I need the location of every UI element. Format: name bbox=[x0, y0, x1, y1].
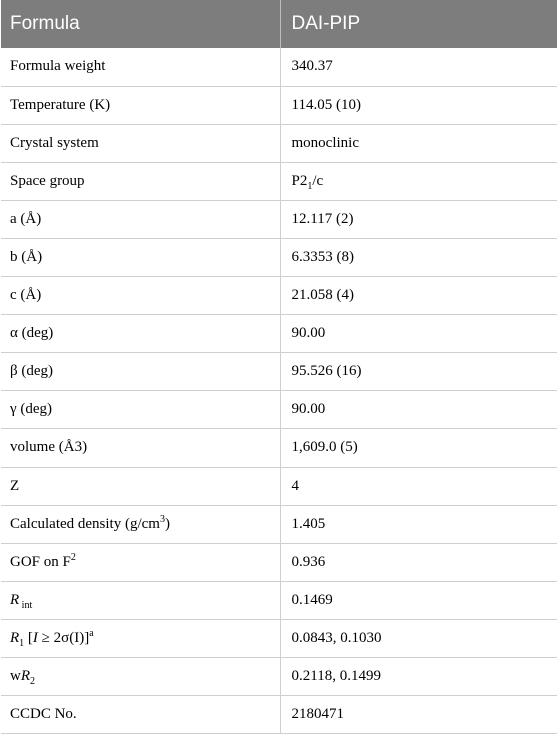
row-value: 1,609.0 (5) bbox=[280, 429, 557, 467]
row-label: a (Å) bbox=[1, 200, 280, 238]
row-label: CCDC No. bbox=[1, 696, 280, 734]
row-label: $R_1$ [I ≥ 2σ(I)]$^a$ bbox=[1, 619, 280, 657]
header-compound: DAI-PIP bbox=[280, 0, 557, 48]
table-row bbox=[1, 429, 557, 467]
table-row bbox=[1, 277, 557, 315]
row-value: 0.1469 bbox=[280, 581, 557, 619]
table-row bbox=[1, 505, 557, 543]
row-value: 0.936 bbox=[280, 543, 557, 581]
row-label: Space group bbox=[1, 162, 280, 200]
row-value: 90.00 bbox=[280, 315, 557, 353]
row-label: GOF on $F^2$ bbox=[1, 543, 280, 581]
table-row bbox=[1, 543, 557, 581]
crystal-data-table bbox=[1, 0, 557, 734]
row-label: b (Å) bbox=[1, 238, 280, 276]
row-label: R $_{int}$ bbox=[1, 581, 280, 619]
row-value: 6.3353 (8) bbox=[280, 238, 557, 276]
row-value: 12.117 (2) bbox=[280, 200, 557, 238]
row-value: monoclinic bbox=[280, 124, 557, 162]
row-value: 21.058 (4) bbox=[280, 277, 557, 315]
table-header-row bbox=[1, 0, 557, 48]
row-value: 1.405 bbox=[280, 505, 557, 543]
row-label: Calculated density $(g/cm^3)$ bbox=[1, 505, 280, 543]
row-value: 0.0843, 0.1030 bbox=[280, 619, 557, 657]
row-label: Z bbox=[1, 467, 280, 505]
table-row bbox=[1, 581, 557, 619]
row-value: $P2_1/c$ bbox=[280, 162, 557, 200]
table-row bbox=[1, 696, 557, 734]
table-row bbox=[1, 162, 557, 200]
row-label: volume (Å3) bbox=[1, 429, 280, 467]
table-row bbox=[1, 238, 557, 276]
table-row bbox=[1, 619, 557, 657]
table-row bbox=[1, 86, 557, 124]
row-label: Formula weight bbox=[1, 48, 280, 86]
table-row bbox=[1, 124, 557, 162]
row-value: 90.00 bbox=[280, 391, 557, 429]
row-label: c (Å) bbox=[1, 277, 280, 315]
row-label: α (deg) bbox=[1, 315, 280, 353]
table-row bbox=[1, 315, 557, 353]
row-value: 340.37 bbox=[280, 48, 557, 86]
row-label: γ (deg) bbox=[1, 391, 280, 429]
row-label: $wR_2$ bbox=[1, 658, 280, 696]
row-label: Temperature (K) bbox=[1, 86, 280, 124]
row-value: 114.05 (10) bbox=[280, 86, 557, 124]
table-row bbox=[1, 391, 557, 429]
row-label: β (deg) bbox=[1, 353, 280, 391]
row-value: 4 bbox=[280, 467, 557, 505]
row-value: 2180471 bbox=[280, 696, 557, 734]
table-row bbox=[1, 658, 557, 696]
table-row bbox=[1, 467, 557, 505]
row-label: Crystal system bbox=[1, 124, 280, 162]
table-row bbox=[1, 48, 557, 86]
table-row bbox=[1, 200, 557, 238]
row-value: 95.526 (16) bbox=[280, 353, 557, 391]
table-row bbox=[1, 353, 557, 391]
header-formula: Formula bbox=[1, 0, 280, 48]
row-value: 0.2118, 0.1499 bbox=[280, 658, 557, 696]
